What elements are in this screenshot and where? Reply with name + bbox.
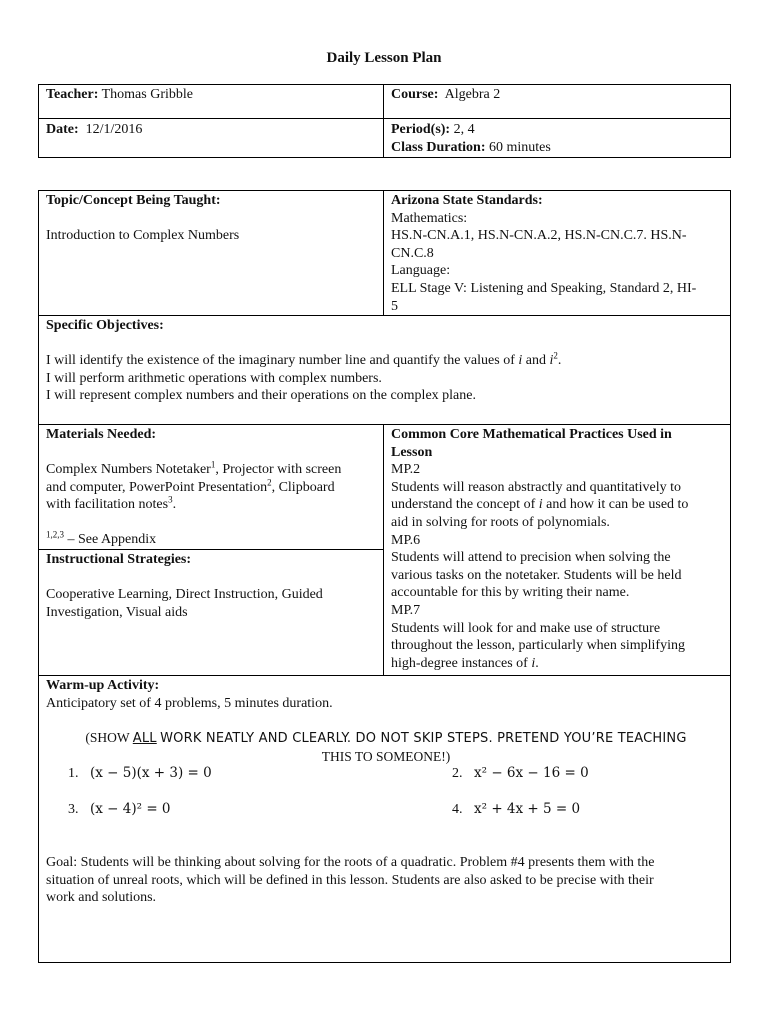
row2-divider	[38, 424, 731, 425]
mp2-line	[391, 496, 724, 514]
instructions-line2: THIS TO SOMEONE!)	[321, 748, 451, 764]
footnote-text: – See Appendix	[67, 531, 157, 547]
practices-label: Common Core Mathematical Practices Used in	[391, 427, 672, 442]
strategies-line: Cooperative Learning, Direct Instruction, Guided	[46, 587, 323, 603]
standards-line: Mathematics:	[391, 210, 468, 226]
materials-item: .	[172, 497, 177, 513]
problem-1	[68, 765, 212, 783]
problem-expression: (x − 5)(x + 3) = 0	[90, 765, 212, 781]
practices-cell	[385, 426, 730, 672]
standards-line: 5	[391, 298, 398, 314]
problem-4	[452, 801, 580, 819]
strategies-cell	[40, 551, 382, 621]
materials-item: and computer, PowerPoint Presentation	[46, 479, 268, 495]
problem-expression: x² − 6x − 16 = 0	[474, 765, 589, 781]
objective-1-and: and	[525, 353, 546, 369]
date-value: 12/1/2016	[85, 122, 143, 137]
strategies-line: Investigation, Visual aids	[46, 604, 188, 620]
materials-item: with facilitation notes	[46, 497, 169, 513]
strategies-label: Instructional Strategies:	[46, 552, 192, 567]
row3-divider	[38, 675, 731, 676]
course-value: Algebra 2	[444, 87, 501, 102]
period-value: 2, 4	[453, 122, 475, 137]
materials-label: Materials Needed:	[46, 427, 157, 442]
mp2-line: aid in solving for roots of polynomials.	[391, 514, 610, 530]
header-divider-v	[383, 84, 384, 158]
objectives-label: Specific Objectives:	[46, 318, 164, 333]
instructions-all: ALL	[132, 731, 157, 746]
period-cell	[385, 121, 725, 156]
problem-number: 2.	[452, 766, 463, 781]
objective-1	[46, 352, 724, 370]
warmup-cell	[40, 677, 730, 712]
materials-footnote	[46, 531, 376, 549]
var-i-squared: i	[549, 353, 554, 369]
standards-line: CN.C.8	[391, 245, 434, 261]
page-title: Daily Lesson Plan	[326, 50, 442, 66]
duration-value: 60 minutes	[489, 139, 551, 155]
warmup-label: Warm-up Activity:	[46, 678, 160, 693]
problem-expression: x² + 4x + 5 = 0	[474, 801, 581, 817]
objectives-cell	[40, 317, 730, 405]
instructions-text: WORK NEATLY AND CLEARLY. DO NOT SKIP STEPS. PRETEND YOU’RE TEACHING	[160, 731, 687, 746]
period-label: Period(s):	[391, 122, 451, 137]
instructions-open: (SHOW	[85, 730, 130, 745]
teacher-label: Teacher:	[46, 87, 99, 102]
teacher-name: Thomas Gribble	[101, 87, 193, 102]
materials-divider	[38, 549, 383, 550]
mp6-heading: MP.6	[391, 532, 421, 548]
standards-line: ELL Stage V: Listening and Speaking, Standard 2, HI-	[391, 280, 697, 296]
mid-divider-v	[383, 424, 384, 675]
problem-expression: (x − 4)² = 0	[90, 801, 171, 817]
var-i: i	[531, 655, 536, 671]
standards-label: Arizona State Standards:	[391, 193, 543, 208]
standards-line: Language:	[391, 263, 451, 279]
goal-line: work and solutions.	[46, 890, 157, 906]
mp2-text: and how it can be used to	[546, 497, 689, 513]
practices-label-2: Lesson	[391, 444, 433, 460]
topic-cell	[40, 192, 380, 245]
footnote-sup: 1,2,3	[46, 529, 64, 540]
warmup-instructions	[45, 729, 727, 765]
mp2-heading: MP.2	[391, 462, 421, 478]
mp2-text: understand the concept of	[391, 497, 536, 513]
problem-number: 4.	[452, 802, 463, 817]
course-label: Course:	[391, 87, 439, 102]
materials-item: , Projector with screen	[215, 462, 342, 478]
materials-item: Complex Numbers Notetaker	[46, 462, 211, 478]
standards-cell	[385, 192, 730, 315]
var-i: i	[538, 497, 543, 513]
top-divider-v	[383, 190, 384, 315]
teacher-cell	[40, 86, 380, 104]
mp7-line: Students will look for and make use of structure	[391, 620, 661, 636]
mp6-line: Students will attend to precision when solving the	[391, 550, 671, 566]
duration-label: Class Duration:	[391, 139, 486, 155]
objective-1-text: I will identify the existence of the imaginary number line and quantify the values of	[46, 353, 515, 369]
mp7-heading: MP.7	[391, 602, 421, 618]
header-divider-h	[38, 118, 731, 119]
var-i: i	[518, 353, 523, 369]
goal-line: Goal: Students will be thinking about solving for the roots of a quadratic. Problem #4 presents them with the	[46, 855, 655, 870]
materials-cell	[40, 426, 382, 549]
period-mark: .	[557, 353, 562, 369]
course-cell	[385, 86, 725, 104]
objective-3: I will represent complex numbers and their operations on the complex plane.	[46, 388, 476, 404]
mp2-line: Students will reason abstractly and quantitatively to	[391, 479, 682, 495]
footnote-ref: 1	[210, 459, 216, 470]
problem-3	[68, 801, 171, 819]
problem-2	[452, 765, 589, 783]
problem-number: 3.	[68, 802, 79, 817]
materials-item: , Clipboard	[271, 479, 335, 495]
goal-text	[40, 854, 730, 907]
topic-value: Introduction to Complex Numbers	[46, 228, 240, 244]
objective-2: I will perform arithmetic operations with complex numbers.	[46, 370, 382, 386]
mp7-line: throughout the lesson, particularly when simplifying	[391, 638, 685, 654]
date-cell	[40, 121, 380, 139]
goal-line: situation of unreal roots, which will be defined in this lesson. Students are also asked to be precise with their	[46, 872, 654, 888]
problem-number: 1.	[68, 766, 79, 781]
warmup-desc: Anticipatory set of 4 problems, 5 minutes duration.	[46, 695, 333, 711]
mp7-text: high-degree instances of	[391, 655, 528, 671]
materials-text	[46, 461, 376, 514]
standards-line: HS.N-CN.A.1, HS.N-CN.A.2, HS.N-CN.C.7. HS.N-	[391, 228, 687, 244]
mp7-text: .	[535, 655, 539, 671]
mp6-line: various tasks on the notetaker. Students will be held	[391, 567, 682, 583]
exponent: 2	[553, 350, 558, 361]
footnote-ref: 3	[168, 494, 173, 505]
mp7-line	[391, 655, 724, 673]
date-label: Date:	[46, 122, 79, 137]
mp6-line: accountable for this by writing their name.	[391, 585, 630, 601]
footnote-ref: 2	[267, 477, 272, 488]
topic-label: Topic/Concept Being Taught:	[46, 193, 221, 208]
